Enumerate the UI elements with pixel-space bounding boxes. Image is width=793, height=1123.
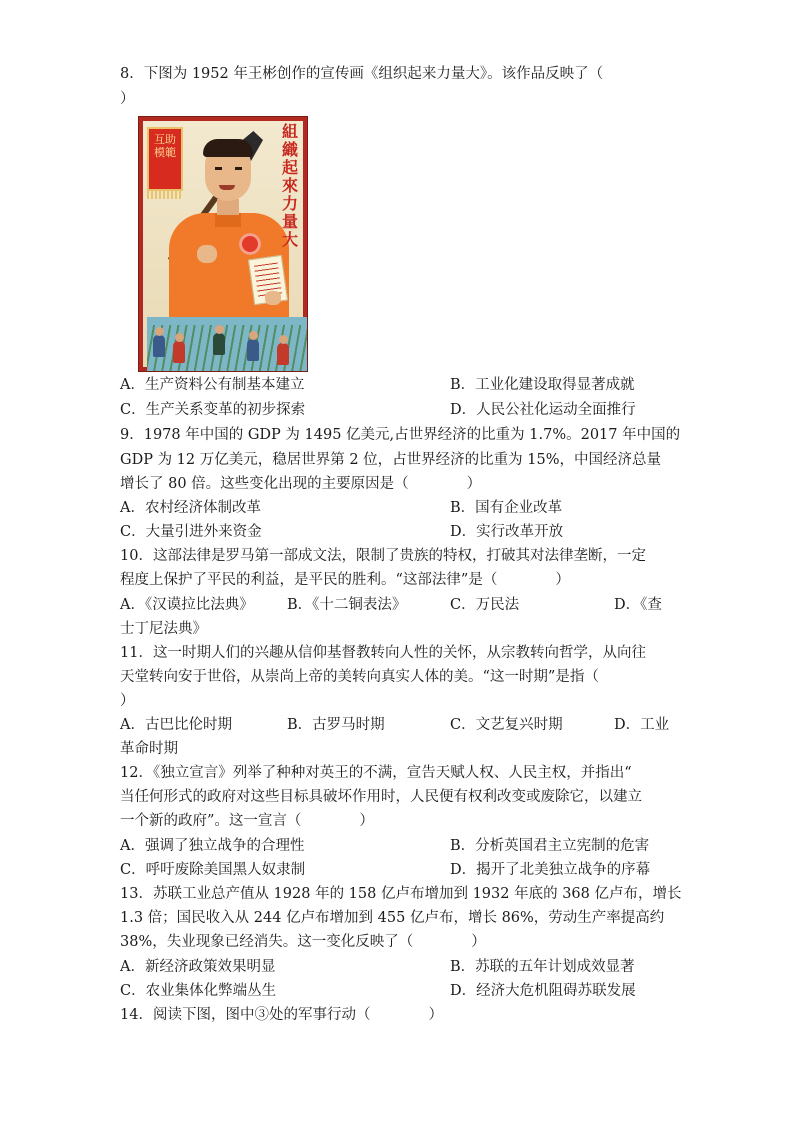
q9-stem-line2: GDP 为 12 万亿美元，稳居世界第 2 位，占世界经济的比重为 15%，中国经济总量 bbox=[120, 452, 662, 468]
figure-mouth bbox=[219, 185, 235, 190]
peasant-head bbox=[155, 327, 164, 336]
q11-stem-line1: 11．这一时期人们的兴趣从信仰基督教转向人性的关怀，从宗教转向哲学，从向往 bbox=[120, 645, 646, 661]
q8-option-a[interactable]: A．生产资料公有制基本建立 bbox=[120, 377, 305, 393]
q12-stem-line2: 当任何形式的政府对这些目标具破坏作用时，人民便有权利改变或废除它，以建立 bbox=[120, 789, 642, 805]
q13-stem-line1: 13．苏联工业总产值从 1928 年的 158 亿卢布增加到 1932 年底的 368 亿卢布，增长 bbox=[120, 886, 682, 902]
propaganda-poster-image bbox=[138, 116, 308, 372]
q11-option-c[interactable]: C．文艺复兴时期 bbox=[450, 717, 563, 733]
peasant-figure bbox=[153, 335, 165, 357]
q11-option-b[interactable]: B．古罗马时期 bbox=[287, 717, 385, 733]
banner-fringe bbox=[147, 191, 183, 199]
q9-stem-line3: 增长了 80 倍。这些变化出现的主要原因是（ ） bbox=[120, 476, 482, 492]
q8-option-d[interactable]: D．人民公社化运动全面推行 bbox=[450, 402, 636, 418]
peasant-head bbox=[215, 325, 224, 334]
q13-stem-line3: 38%，失业现象已经消失。这一变化反映了（ ） bbox=[120, 934, 486, 950]
q12-stem-line3: 一个新的政府”。这一宣言（ ） bbox=[120, 813, 374, 829]
figure-left-eye bbox=[215, 167, 222, 170]
banner-text: 互助模範 bbox=[154, 133, 176, 159]
q9-option-a[interactable]: A．农村经济体制改革 bbox=[120, 500, 261, 516]
q13-option-b[interactable]: B．苏联的五年计划成效显著 bbox=[450, 959, 635, 975]
peasant-head bbox=[279, 335, 288, 344]
figure-hair bbox=[203, 139, 253, 157]
peasant-figure bbox=[277, 343, 289, 365]
peasant-figure bbox=[173, 341, 185, 363]
peasant-figure bbox=[247, 339, 259, 361]
q9-option-b[interactable]: B．国有企业改革 bbox=[450, 500, 563, 516]
figure-neck bbox=[217, 199, 239, 215]
q8-option-c[interactable]: C．生产关系变革的初步探索 bbox=[120, 402, 306, 418]
q12-option-c[interactable]: C．呼吁废除美国黑人奴隶制 bbox=[120, 862, 306, 878]
red-flower-icon bbox=[239, 233, 261, 255]
q9-stem-line1: 9．1978 年中国的 GDP 为 1495 亿美元,占世界经济的比重为 1.7%。2017 年中国的 bbox=[120, 427, 681, 443]
q10-option-a[interactable]: A．《汉谟拉比法典》 bbox=[120, 597, 254, 613]
q10-stem-line2: 程度上保护了平民的利益，是平民的胜利。“这部法律”是（ ） bbox=[120, 572, 570, 588]
q13-option-a[interactable]: A．新经济政策效果明显 bbox=[120, 959, 276, 975]
peasant-figure bbox=[213, 333, 225, 355]
q10-option-d[interactable]: D．《查 bbox=[614, 597, 662, 613]
figure-collar bbox=[215, 213, 241, 227]
q11-option-d[interactable]: D．工业 bbox=[614, 717, 670, 733]
q11-stem-line2: 天堂转向安于世俗，从崇尚上帝的美转向真实人体的美。“这一时期”是指（ bbox=[120, 669, 599, 685]
q12-option-b[interactable]: B．分析英国君主立宪制的危害 bbox=[450, 838, 650, 854]
q11-option-a[interactable]: A．古巴比伦时期 bbox=[120, 717, 232, 733]
figure-fist bbox=[197, 245, 217, 263]
q10-option-b[interactable]: B．《十二铜表法》 bbox=[287, 597, 407, 613]
figure-hand bbox=[265, 291, 281, 305]
q12-option-d[interactable]: D．揭开了北美独立战争的序幕 bbox=[450, 862, 651, 878]
q11-stem-line3: ） bbox=[120, 693, 135, 709]
q12-stem-line1: 12．《独立宣言》列举了种种对英王的不满，宣告天赋人权、人民主权，并指出“ bbox=[120, 765, 632, 781]
model-banner bbox=[147, 127, 183, 191]
q11-option-d-continued: 革命时期 bbox=[120, 741, 178, 757]
q10-stem-line1: 10．这部法律是罗马第一部成文法，限制了贵族的特权，打破其对法律垄断，一定 bbox=[120, 548, 646, 564]
q8-stem-line2: ） bbox=[120, 91, 135, 107]
q13-option-c[interactable]: C．农业集体化弊端丛生 bbox=[120, 983, 277, 999]
q8-stem-line1: 8．下图为 1952 年王彬创作的宣传画《组织起来力量大》。该作品反映了（ bbox=[120, 66, 604, 82]
q13-stem-line2: 1.3 倍；国民收入从 244 亿卢布增加到 455 亿卢布，增长 86%，劳动生产率提高约 bbox=[120, 910, 665, 926]
q10-option-d-continued: 士丁尼法典》 bbox=[120, 621, 207, 637]
q8-option-b[interactable]: B．工业化建设取得显著成就 bbox=[450, 377, 635, 393]
q12-option-a[interactable]: A．强调了独立战争的合理性 bbox=[120, 838, 305, 854]
q9-option-c[interactable]: C．大量引进外来资金 bbox=[120, 524, 262, 540]
q9-option-d[interactable]: D．实行改革开放 bbox=[450, 524, 564, 540]
q10-option-c[interactable]: C．万民法 bbox=[450, 597, 520, 613]
q13-option-d[interactable]: D．经济大危机阻碍苏联发展 bbox=[450, 983, 636, 999]
poster-title: 組織起來力量大 bbox=[281, 122, 298, 249]
peasant-head bbox=[175, 333, 184, 342]
peasant-head bbox=[249, 331, 258, 340]
figure-right-eye bbox=[235, 167, 242, 170]
q14-stem-line1: 14．阅读下图，图中③处的军事行动（ ） bbox=[120, 1007, 443, 1023]
